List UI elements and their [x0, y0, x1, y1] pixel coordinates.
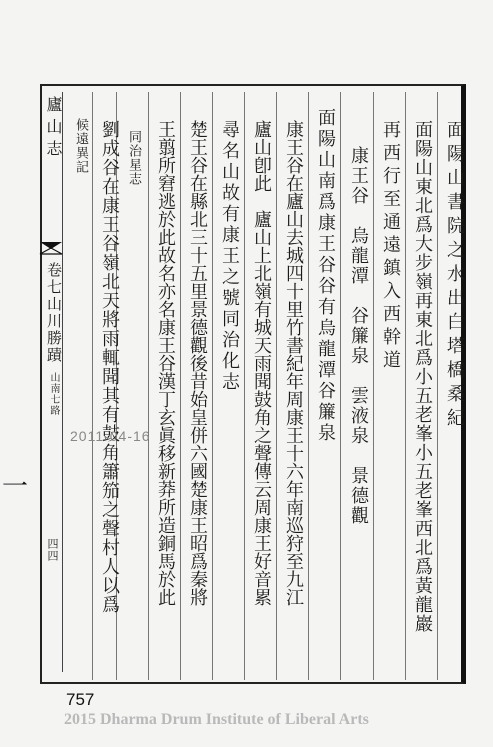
- text-column-4: 康王谷 烏龍潭 谷簾泉 雲液泉 景德觀: [348, 146, 369, 526]
- watermark: 2015 Dharma Drum Institute of Liberal Arts: [64, 711, 369, 728]
- text-column-7: 廬山卽此 廬山上北嶺有城天雨聞鼓角之聲傳云周康王好音累: [251, 120, 272, 606]
- column-rule: [405, 92, 406, 680]
- column-rule: [340, 92, 341, 680]
- footer-page-number: 757: [66, 690, 95, 709]
- column-rule: [92, 92, 93, 680]
- column-rule: [180, 92, 181, 680]
- margin-page-number: 四四: [46, 538, 59, 562]
- column-rule: [437, 92, 438, 680]
- column-rule: [276, 92, 277, 680]
- text-column-1: 面陽山書院之水出白塔橋桑紀: [444, 120, 465, 432]
- column-rule: [244, 92, 245, 680]
- text-column-13: 候遠異記: [73, 118, 88, 174]
- text-column-3: 再西行至通遠鎮入西幹道: [380, 120, 401, 373]
- margin-book-title: 廬山志: [44, 96, 63, 162]
- text-column-9: 楚王谷在縣北三十五里景德觀後昔始皇併六國楚康王昭爲秦將: [187, 120, 208, 606]
- column-rule: [212, 92, 213, 680]
- text-column-8: 尋名山故有康王之號同治化志: [219, 120, 240, 393]
- side-mark: 一: [2, 472, 29, 502]
- text-column-5: 面陽山南爲康王谷谷有烏龍潭谷簾泉: [315, 108, 336, 444]
- text-column-12: 劉成谷在康王谷嶺北天將雨輒聞其有鼓角簫笳之聲村人以爲: [99, 120, 120, 614]
- fish-tail-mark-icon: [38, 240, 64, 256]
- text-column-6: 康王谷在廬山去城四十里竹書紀年周康王十六年南巡狩至九江: [283, 120, 304, 606]
- date-stamp: 2011-04-16: [70, 428, 151, 444]
- column-rule: [148, 92, 149, 680]
- column-rule: [373, 92, 374, 680]
- column-rule: [308, 92, 309, 680]
- text-column-2: 面陽山東北爲大步嶺再東北爲小五老峯小五老峯西北爲黃龍巖: [412, 120, 433, 633]
- text-column-10: 王翦所窘逃於此故名亦名康王谷漢丁玄眞移新莽所造銅馬於此: [155, 120, 176, 606]
- text-column-11: 同治星志: [126, 130, 141, 186]
- margin-chapter-title: 卷七山川勝蹟: [45, 262, 63, 364]
- margin-section-title: 山南七路: [48, 372, 59, 416]
